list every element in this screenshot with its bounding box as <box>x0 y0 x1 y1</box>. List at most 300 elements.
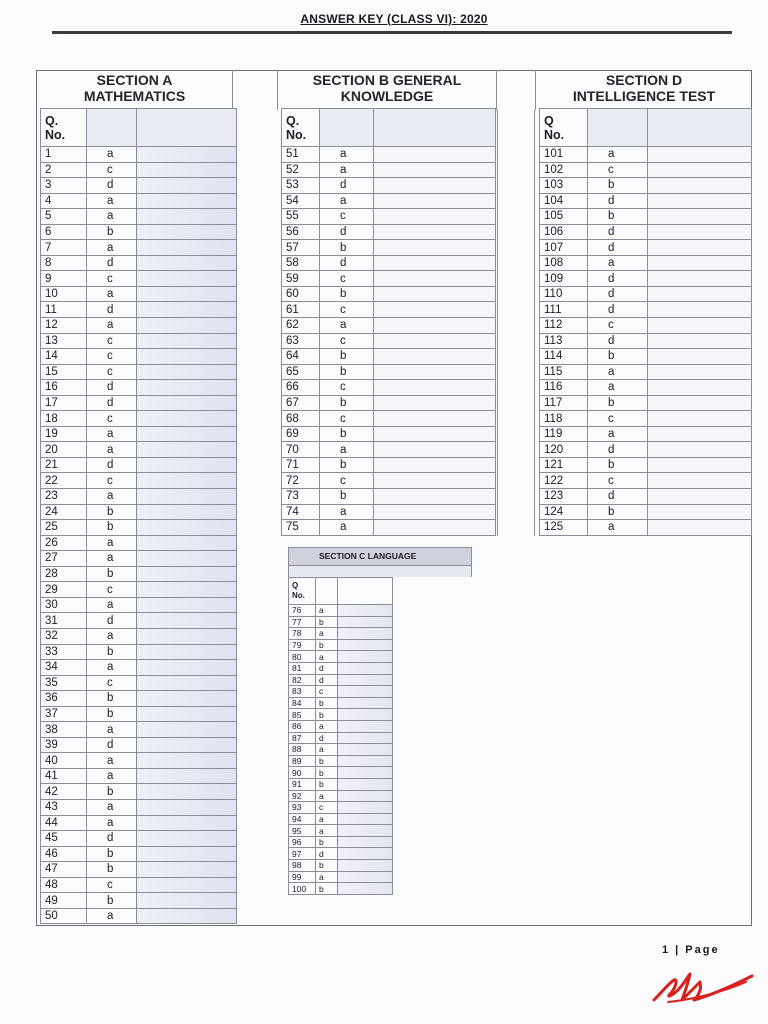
answer-row <box>540 473 752 489</box>
question-number: 2 <box>41 162 87 178</box>
answer-row <box>41 893 237 909</box>
remarks-cell <box>648 162 752 178</box>
remarks-cell <box>338 697 393 709</box>
answer-row <box>540 255 752 271</box>
question-number: 100 <box>289 883 316 895</box>
question-number: 103 <box>540 178 588 194</box>
remarks-cell <box>338 686 393 698</box>
answer-row <box>289 767 393 779</box>
remarks-cell <box>648 255 752 271</box>
answer-row <box>41 862 237 878</box>
remarks-cell <box>137 831 237 847</box>
answer-row <box>289 744 393 756</box>
answer-letter: d <box>87 302 137 318</box>
answer-row <box>282 457 496 473</box>
remarks-cell <box>374 302 496 318</box>
question-number: 70 <box>282 442 320 458</box>
answer-row <box>282 240 496 256</box>
question-number: 63 <box>282 333 320 349</box>
question-number: 111 <box>540 302 588 318</box>
question-number: 108 <box>540 255 588 271</box>
answer-row <box>540 271 752 287</box>
answer-letter: d <box>588 286 648 302</box>
answer-letter: a <box>87 815 137 831</box>
remarks-cell <box>137 566 237 582</box>
remarks-cell <box>374 224 496 240</box>
answer-row <box>540 302 752 318</box>
remarks-cell <box>648 240 752 256</box>
answer-row <box>540 504 752 520</box>
remarks-cell <box>648 473 752 489</box>
answer-header-blank <box>87 109 137 147</box>
remarks-cell <box>374 333 496 349</box>
answer-row <box>282 178 496 194</box>
answer-row <box>41 426 237 442</box>
answer-row <box>41 411 237 427</box>
answer-letter: c <box>320 333 374 349</box>
answer-letter: a <box>316 651 338 663</box>
remarks-cell <box>374 520 496 536</box>
remarks-cell <box>137 364 237 380</box>
answer-row <box>282 504 496 520</box>
answer-letter: b <box>588 209 648 225</box>
answer-row <box>41 706 237 722</box>
answer-letter: d <box>320 178 374 194</box>
remarks-cell <box>137 147 237 163</box>
remarks-cell <box>137 520 237 536</box>
answer-row <box>41 318 237 334</box>
answer-letter: b <box>320 364 374 380</box>
answer-letter: b <box>316 860 338 872</box>
remarks-header-blank <box>648 109 752 147</box>
answer-letter: b <box>316 836 338 848</box>
answer-letter: d <box>320 255 374 271</box>
answer-letter: a <box>316 813 338 825</box>
question-number: 117 <box>540 395 588 411</box>
remarks-cell <box>338 732 393 744</box>
remarks-cell <box>137 302 237 318</box>
answer-letter: d <box>316 848 338 860</box>
answer-row <box>282 333 496 349</box>
question-number: 21 <box>41 457 87 473</box>
question-number: 74 <box>282 504 320 520</box>
remarks-cell <box>374 457 496 473</box>
remarks-cell <box>137 675 237 691</box>
answer-letter: a <box>87 193 137 209</box>
remarks-cell <box>137 722 237 738</box>
answer-row <box>41 691 237 707</box>
answer-letter: a <box>87 535 137 551</box>
answer-row <box>41 877 237 893</box>
question-number: 92 <box>289 790 316 802</box>
answer-row <box>289 651 393 663</box>
qno-header: Q. No. <box>282 109 320 147</box>
section-b-header <box>278 72 496 104</box>
remarks-cell <box>137 551 237 567</box>
question-number: 122 <box>540 473 588 489</box>
answer-row <box>41 737 237 753</box>
answer-row <box>289 848 393 860</box>
answer-row <box>282 395 496 411</box>
signature-mark <box>648 962 758 1010</box>
answer-row <box>41 333 237 349</box>
answer-letter: a <box>588 364 648 380</box>
question-number: 20 <box>41 442 87 458</box>
question-number: 76 <box>289 605 316 617</box>
remarks-cell <box>648 333 752 349</box>
answer-letter: b <box>87 784 137 800</box>
question-number: 34 <box>41 660 87 676</box>
remarks-cell <box>374 193 496 209</box>
answer-row <box>282 426 496 442</box>
answer-row <box>540 147 752 163</box>
remarks-cell <box>137 582 237 598</box>
remarks-cell <box>338 651 393 663</box>
remarks-cell <box>137 426 237 442</box>
remarks-cell <box>137 209 237 225</box>
answer-row <box>289 605 393 617</box>
answer-row <box>41 535 237 551</box>
answer-row <box>41 380 237 396</box>
section-d-title-line1: SECTION D <box>605 72 683 88</box>
answer-row <box>41 675 237 691</box>
question-number: 104 <box>540 193 588 209</box>
question-number: 71 <box>282 457 320 473</box>
answer-row <box>289 662 393 674</box>
answer-row <box>41 504 237 520</box>
remarks-cell <box>137 815 237 831</box>
answer-letter: b <box>320 349 374 365</box>
answer-row <box>289 755 393 767</box>
answer-letter: a <box>316 871 338 883</box>
remarks-header-blank <box>374 109 496 147</box>
answer-letter: a <box>316 628 338 640</box>
answer-row <box>41 457 237 473</box>
answer-row <box>540 224 752 240</box>
section-c-header <box>288 547 472 577</box>
answer-letter: b <box>87 706 137 722</box>
remarks-cell <box>137 240 237 256</box>
answer-letter: d <box>316 674 338 686</box>
remarks-cell <box>374 395 496 411</box>
remarks-cell <box>648 426 752 442</box>
header-divider-left <box>232 70 233 110</box>
remarks-cell <box>338 883 393 895</box>
answer-row <box>289 860 393 872</box>
question-number: 86 <box>289 720 316 732</box>
answer-letter: a <box>87 908 137 924</box>
answer-letter: b <box>316 639 338 651</box>
answer-letter: c <box>588 162 648 178</box>
question-number: 18 <box>41 411 87 427</box>
answer-letter: d <box>316 662 338 674</box>
question-number: 90 <box>289 767 316 779</box>
answer-letter: c <box>320 302 374 318</box>
remarks-cell <box>137 411 237 427</box>
answer-row <box>289 628 393 640</box>
remarks-cell <box>137 442 237 458</box>
answer-letter: b <box>87 566 137 582</box>
question-number: 48 <box>41 877 87 893</box>
answer-row <box>289 732 393 744</box>
answer-letter: d <box>588 240 648 256</box>
question-number: 47 <box>41 862 87 878</box>
remarks-cell <box>648 395 752 411</box>
remarks-cell <box>374 178 496 194</box>
question-number: 94 <box>289 813 316 825</box>
answer-row <box>540 162 752 178</box>
question-number: 116 <box>540 380 588 396</box>
answer-letter: c <box>87 411 137 427</box>
question-number: 93 <box>289 802 316 814</box>
answer-row <box>282 302 496 318</box>
question-number: 101 <box>540 147 588 163</box>
question-number: 119 <box>540 426 588 442</box>
remarks-cell <box>338 813 393 825</box>
answer-row <box>41 815 237 831</box>
answer-letter: b <box>87 644 137 660</box>
question-number: 79 <box>289 639 316 651</box>
answer-row <box>41 178 237 194</box>
remarks-cell <box>374 504 496 520</box>
question-number: 99 <box>289 871 316 883</box>
answer-row <box>540 380 752 396</box>
question-number: 35 <box>41 675 87 691</box>
answer-letter: b <box>320 426 374 442</box>
qno-header: Q. No. <box>41 109 87 147</box>
answer-letter: b <box>87 504 137 520</box>
answer-letter: a <box>87 551 137 567</box>
answer-header-blank <box>316 578 338 605</box>
remarks-cell <box>137 877 237 893</box>
answer-row <box>41 613 237 629</box>
remarks-cell <box>648 349 752 365</box>
question-number: 68 <box>282 411 320 427</box>
answer-row <box>540 178 752 194</box>
remarks-cell <box>137 768 237 784</box>
answer-letter: a <box>87 286 137 302</box>
remarks-cell <box>137 271 237 287</box>
answer-row <box>282 520 496 536</box>
remarks-cell <box>648 442 752 458</box>
answer-header-blank <box>320 109 374 147</box>
answer-letter: b <box>316 709 338 721</box>
answer-row <box>282 473 496 489</box>
question-number: 72 <box>282 473 320 489</box>
remarks-cell <box>137 504 237 520</box>
remarks-cell <box>374 426 496 442</box>
remarks-cell <box>338 605 393 617</box>
remarks-cell <box>374 240 496 256</box>
remarks-cell <box>648 364 752 380</box>
answer-row <box>41 520 237 536</box>
question-number: 4 <box>41 193 87 209</box>
section-d-table <box>539 108 752 536</box>
remarks-cell <box>648 489 752 505</box>
remarks-cell <box>137 799 237 815</box>
question-number: 38 <box>41 722 87 738</box>
question-number: 88 <box>289 744 316 756</box>
section-b-table <box>281 108 496 536</box>
remarks-cell <box>338 744 393 756</box>
answer-letter: a <box>320 147 374 163</box>
answer-letter: d <box>87 395 137 411</box>
question-number: 96 <box>289 836 316 848</box>
answer-row <box>41 660 237 676</box>
question-number: 41 <box>41 768 87 784</box>
answer-row <box>41 473 237 489</box>
remarks-cell <box>137 333 237 349</box>
answer-letter: a <box>87 768 137 784</box>
answer-row <box>41 162 237 178</box>
question-number: 102 <box>540 162 588 178</box>
question-number: 84 <box>289 697 316 709</box>
question-number: 85 <box>289 709 316 721</box>
remarks-cell <box>374 489 496 505</box>
question-number: 60 <box>282 286 320 302</box>
answer-row <box>41 628 237 644</box>
question-number: 81 <box>289 662 316 674</box>
answer-letter: a <box>588 520 648 536</box>
answer-row <box>540 333 752 349</box>
answer-row <box>282 380 496 396</box>
question-number: 14 <box>41 349 87 365</box>
answer-row <box>41 349 237 365</box>
answer-row <box>41 831 237 847</box>
remarks-cell <box>137 178 237 194</box>
remarks-cell <box>338 616 393 628</box>
question-number: 118 <box>540 411 588 427</box>
answer-row <box>41 597 237 613</box>
remarks-cell <box>338 720 393 732</box>
answer-row <box>540 395 752 411</box>
answer-letter: a <box>320 442 374 458</box>
question-number: 52 <box>282 162 320 178</box>
question-number: 26 <box>41 535 87 551</box>
section-c-title-bar <box>289 565 471 577</box>
page-number: 1 | Page <box>662 944 720 956</box>
answer-letter: b <box>87 862 137 878</box>
answer-row <box>282 318 496 334</box>
answer-letter: d <box>87 831 137 847</box>
answer-row <box>41 753 237 769</box>
answer-row <box>289 871 393 883</box>
answer-letter: a <box>588 147 648 163</box>
answer-letter: a <box>320 504 374 520</box>
answer-letter: a <box>588 380 648 396</box>
answer-row <box>289 674 393 686</box>
answer-row <box>540 442 752 458</box>
remarks-cell <box>137 380 237 396</box>
answer-row <box>41 271 237 287</box>
answer-letter: a <box>316 720 338 732</box>
answer-letter: a <box>87 426 137 442</box>
remarks-cell <box>648 520 752 536</box>
answer-row <box>41 551 237 567</box>
answer-letter: c <box>87 333 137 349</box>
remarks-cell <box>648 147 752 163</box>
answer-letter: a <box>87 147 137 163</box>
question-number: 114 <box>540 349 588 365</box>
remarks-cell <box>648 178 752 194</box>
answer-row <box>41 193 237 209</box>
question-number: 36 <box>41 691 87 707</box>
question-number: 6 <box>41 224 87 240</box>
answer-letter: b <box>588 349 648 365</box>
question-number: 121 <box>540 457 588 473</box>
question-number: 30 <box>41 597 87 613</box>
answer-letter: a <box>320 193 374 209</box>
question-number: 5 <box>41 209 87 225</box>
remarks-cell <box>374 209 496 225</box>
remarks-cell <box>137 489 237 505</box>
remarks-cell <box>338 790 393 802</box>
question-number: 22 <box>41 473 87 489</box>
answer-row <box>41 286 237 302</box>
question-number: 66 <box>282 380 320 396</box>
answer-letter: b <box>316 767 338 779</box>
remarks-cell <box>338 871 393 883</box>
remarks-cell <box>137 691 237 707</box>
answer-letter: d <box>320 224 374 240</box>
answer-row <box>540 349 752 365</box>
answer-row <box>540 286 752 302</box>
remarks-cell <box>338 767 393 779</box>
question-number: 59 <box>282 271 320 287</box>
question-number: 42 <box>41 784 87 800</box>
answer-letter: c <box>87 582 137 598</box>
answer-letter: c <box>320 411 374 427</box>
remarks-cell <box>374 349 496 365</box>
question-number: 57 <box>282 240 320 256</box>
question-number: 98 <box>289 860 316 872</box>
question-number: 69 <box>282 426 320 442</box>
remarks-cell <box>338 674 393 686</box>
answer-letter: d <box>87 457 137 473</box>
answer-row <box>41 209 237 225</box>
section-b-title-line2: KNOWLEDGE <box>340 88 434 104</box>
remarks-cell <box>137 535 237 551</box>
section-a-title-line2: MATHEMATICS <box>83 88 186 104</box>
question-number: 46 <box>41 846 87 862</box>
answer-letter: b <box>316 697 338 709</box>
answer-row <box>282 162 496 178</box>
answer-letter: d <box>588 271 648 287</box>
answer-letter: c <box>87 162 137 178</box>
question-number: 56 <box>282 224 320 240</box>
question-number: 7 <box>41 240 87 256</box>
answer-letter: c <box>87 877 137 893</box>
remarks-cell <box>137 613 237 629</box>
remarks-cell <box>137 628 237 644</box>
answer-letter: a <box>320 162 374 178</box>
answer-row <box>282 224 496 240</box>
remarks-cell <box>648 302 752 318</box>
remarks-cell <box>338 662 393 674</box>
remarks-cell <box>338 802 393 814</box>
remarks-cell <box>338 628 393 640</box>
answer-row <box>282 364 496 380</box>
answer-row <box>289 802 393 814</box>
answer-letter: b <box>316 616 338 628</box>
question-number: 45 <box>41 831 87 847</box>
answer-row <box>540 364 752 380</box>
answer-row <box>41 582 237 598</box>
remarks-cell <box>137 255 237 271</box>
question-number: 89 <box>289 755 316 767</box>
question-number: 113 <box>540 333 588 349</box>
question-number: 80 <box>289 651 316 663</box>
